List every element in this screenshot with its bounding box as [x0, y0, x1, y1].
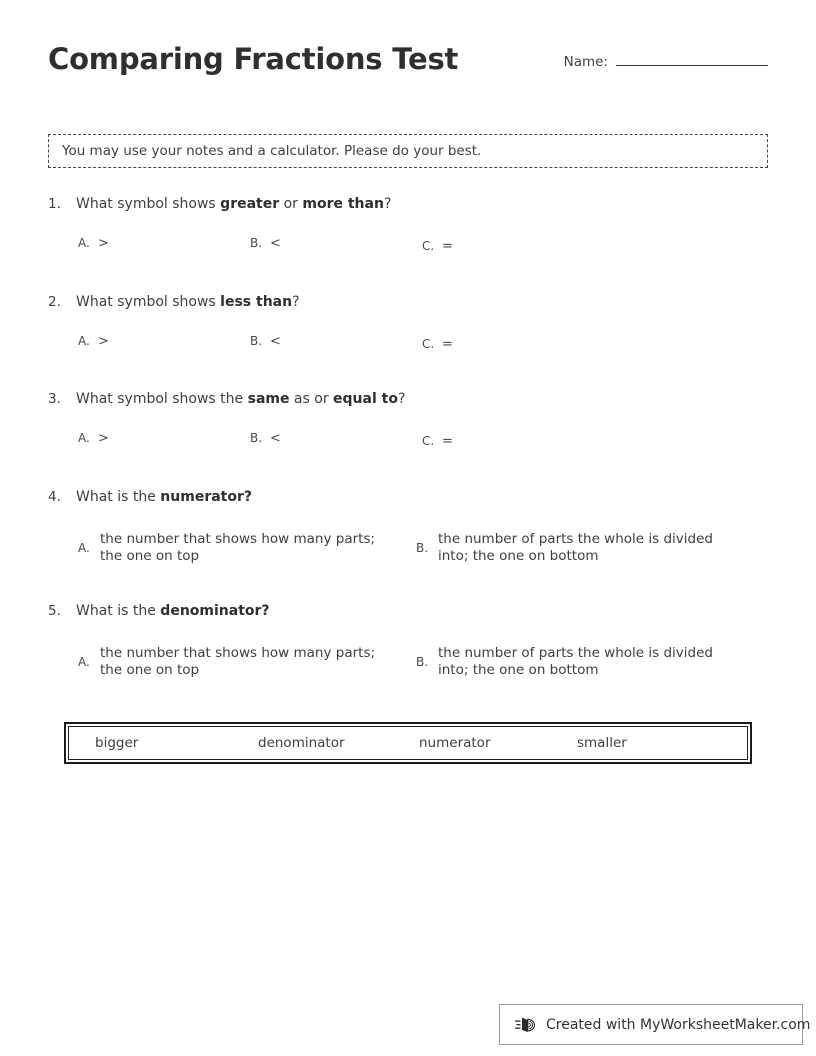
question-number: 2.	[48, 294, 61, 310]
question-4	[48, 489, 774, 575]
option-value: the number of parts the whole is divided into; the one on bottom	[438, 645, 713, 678]
question-3	[48, 391, 774, 461]
answer-option-a[interactable]	[78, 334, 109, 349]
question-text-emphasis: equal to	[333, 391, 398, 407]
question-5	[48, 603, 774, 689]
answer-option-a[interactable]	[78, 645, 378, 679]
option-value: the number that shows how many parts; the one on top	[100, 645, 376, 678]
answer-option-b[interactable]	[250, 334, 281, 349]
question-text-part: ?	[397, 391, 406, 407]
question-prompt	[48, 603, 774, 625]
option-letter: A.	[78, 236, 90, 250]
question-text-part: ?	[292, 294, 300, 310]
option-value: >	[98, 236, 109, 251]
question-text-part: as or	[289, 391, 334, 407]
option-value: =	[442, 434, 453, 449]
answer-option-a[interactable]	[78, 531, 378, 565]
question-number: 3.	[48, 391, 61, 407]
option-value: >	[98, 431, 109, 446]
question-prompt	[48, 294, 774, 316]
question-prompt	[48, 391, 774, 413]
question-text-part: or	[279, 196, 303, 212]
answer-options	[48, 236, 774, 266]
name-input[interactable]	[616, 50, 768, 66]
option-value: <	[270, 334, 281, 349]
question-text-emphasis: more than	[302, 196, 384, 212]
question-text-emphasis: same	[247, 391, 290, 407]
question-number: 1.	[48, 196, 61, 212]
page-title: Comparing Fractions Test	[48, 42, 459, 76]
word-bank-word: smaller	[577, 735, 627, 751]
answer-option-b[interactable]	[416, 531, 746, 565]
question-text-part: What symbol shows	[76, 294, 221, 310]
question-1	[48, 196, 774, 266]
option-letter: A.	[78, 334, 90, 348]
name-field-group	[564, 50, 768, 70]
option-value: =	[442, 337, 453, 352]
instructions-box	[48, 134, 768, 168]
answer-option-c[interactable]	[422, 337, 453, 352]
instructions-text: You may use your notes and a calculator. Please do your best.	[62, 143, 482, 159]
answer-option-a[interactable]	[78, 431, 109, 446]
question-text	[76, 603, 270, 619]
word-bank-inner	[68, 726, 748, 760]
answer-option-b[interactable]	[250, 431, 281, 446]
option-letter: A.	[78, 431, 90, 445]
answer-option-c[interactable]	[422, 434, 453, 449]
option-value: =	[442, 239, 453, 254]
question-text	[76, 391, 405, 407]
option-value: the number that shows how many parts; the one on top	[100, 531, 376, 564]
question-text-emphasis: denominator?	[160, 603, 270, 619]
option-value: <	[270, 236, 281, 251]
question-text-emphasis: numerator?	[160, 489, 253, 505]
question-text-part: What is the	[76, 489, 161, 505]
option-value: <	[270, 431, 281, 446]
worksheet-header	[48, 42, 768, 90]
question-number: 5.	[48, 603, 61, 619]
question-text-part: What is the	[76, 603, 161, 619]
worksheet-maker-logo-icon	[514, 1013, 538, 1037]
question-text-part: What symbol shows	[76, 196, 221, 212]
question-number: 4.	[48, 489, 61, 505]
answer-option-b[interactable]	[416, 645, 746, 679]
question-text-emphasis: less than	[220, 294, 293, 310]
answer-options	[48, 431, 774, 461]
word-bank	[64, 722, 752, 764]
option-letter: B.	[416, 655, 429, 669]
question-prompt	[48, 196, 774, 218]
question-text	[76, 489, 252, 505]
answer-option-c[interactable]	[422, 239, 453, 254]
answer-option-b[interactable]	[250, 236, 281, 251]
name-label: Name:	[563, 54, 608, 70]
option-letter: B.	[250, 431, 263, 445]
question-text	[76, 196, 391, 212]
option-letter: C.	[422, 434, 435, 448]
question-prompt	[48, 489, 774, 511]
question-text	[76, 294, 300, 310]
option-letter: C.	[422, 239, 435, 253]
answer-options	[48, 645, 774, 689]
footer-badge[interactable]	[499, 1004, 811, 1045]
option-value: >	[98, 334, 109, 349]
question-2	[48, 294, 774, 364]
option-letter: B.	[250, 236, 263, 250]
word-bank-word: numerator	[419, 735, 491, 751]
question-text-part: ?	[383, 196, 392, 212]
option-letter: C.	[422, 337, 435, 351]
word-bank-word: denominator	[258, 735, 345, 751]
word-bank-word: bigger	[95, 735, 139, 751]
answer-options	[48, 334, 774, 364]
answer-options	[48, 531, 774, 575]
question-text-emphasis: greater	[220, 196, 280, 212]
option-letter: B.	[250, 334, 263, 348]
answer-option-a[interactable]	[78, 236, 109, 251]
option-letter: A.	[78, 541, 90, 555]
footer-badge-label: Created with MyWorksheetMaker.com	[546, 1016, 811, 1033]
option-letter: B.	[416, 541, 429, 555]
question-text-part: What symbol shows the	[76, 391, 248, 407]
option-letter: A.	[78, 655, 90, 669]
option-value: the number of parts the whole is divided into; the one on bottom	[438, 531, 713, 564]
